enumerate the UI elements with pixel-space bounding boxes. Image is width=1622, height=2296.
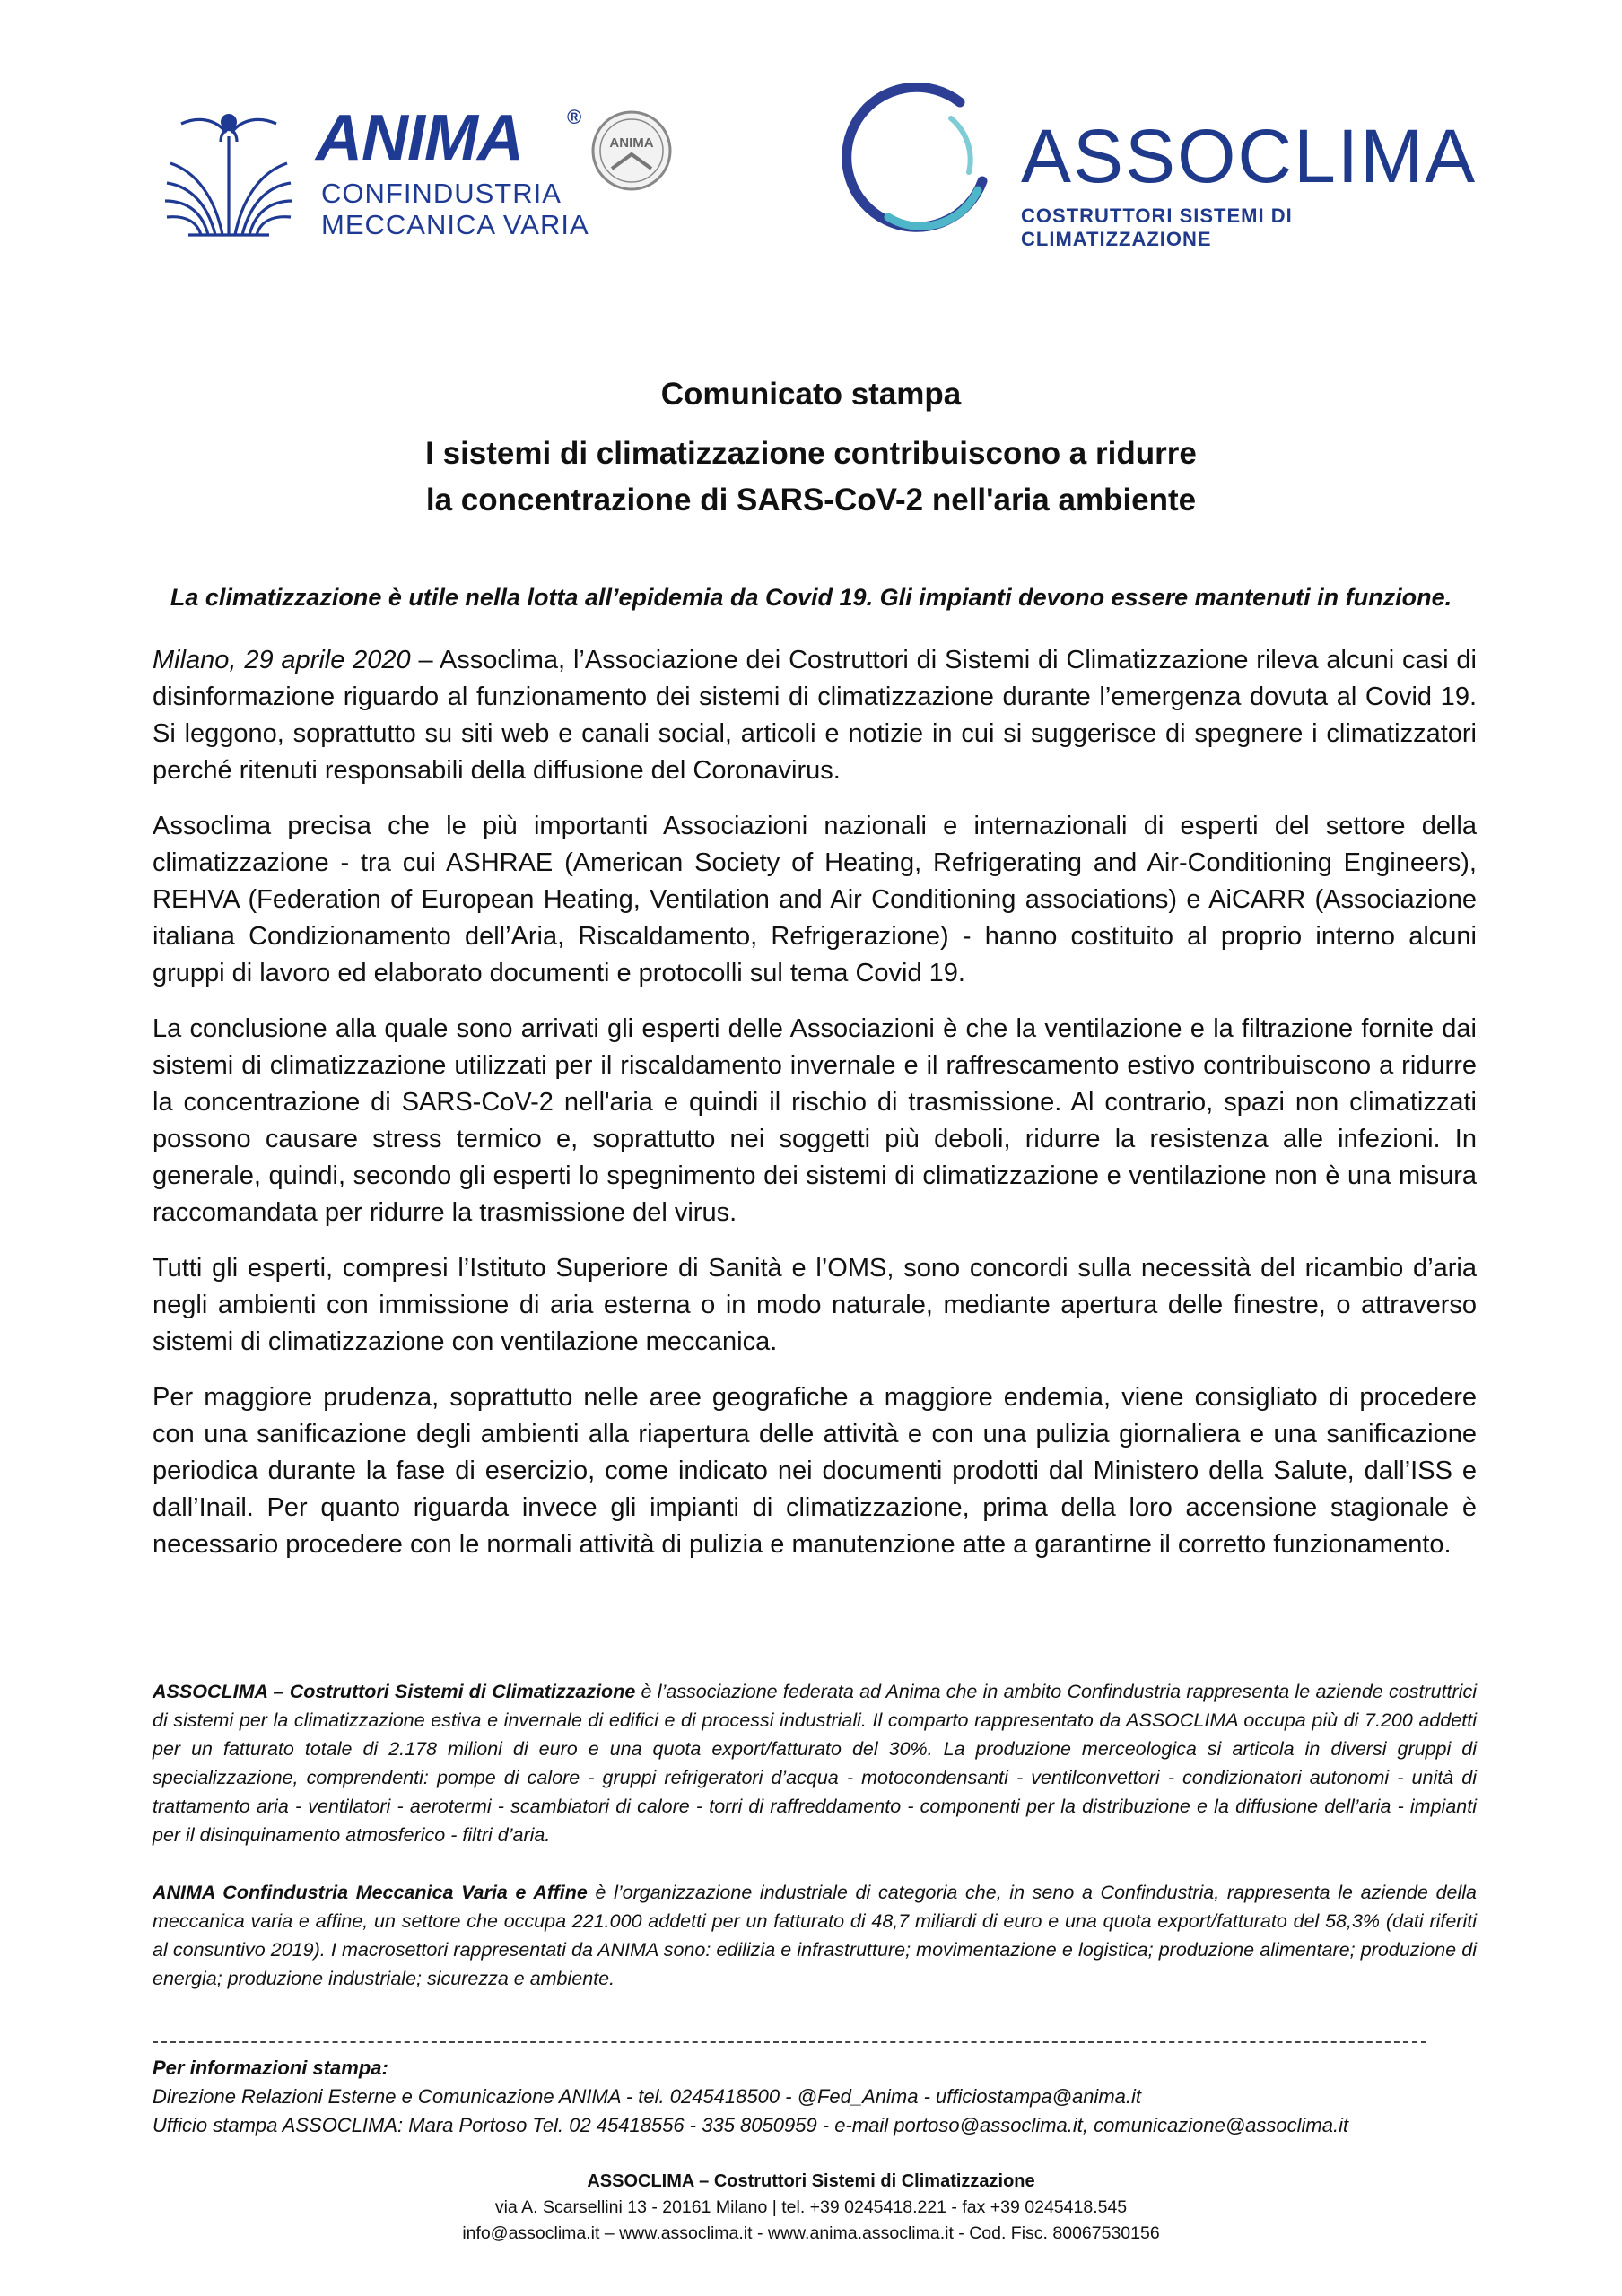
anima-subtitle-line2: MECCANICA VARIA [321,209,589,240]
assoclima-wordmark: ASSOCLIMA [1021,114,1478,198]
assoclima-logo [825,83,1478,250]
dashed-divider [153,2041,1426,2043]
anima-subtitle [321,178,589,240]
paragraph-2: Assoclima precisa che le più importanti Associazioni nazionali e internazionali di esperti del settore della climatizzazione - tra cui ASHRAE (American Society of Heating, Refrigerating and Air-Conditioning Engineers), REHVA (Federation of European Heating, Ventilation and Air Conditioning associations) e AiCARR (Associazione italiana Condizionamento dell’Aria, Riscaldamento, Refrigerazione) - hanno costituito al proprio interno alcuni gruppi di lavoro ed elaborato documenti e protocolli sul tema Covid 19. [153,812,1477,987]
paragraph-3: La conclusione alla quale sono arrivati gli esperti delle Associazioni è che la ventilazione e la filtrazione fornite dai sistemi di climatizzazione utilizzati per il riscaldamento invernale e il raffrescamento estivo contribuiscono a ridurre la concentrazione di SARS-CoV-2 nell'aria e quindi il rischio di trasmissione. Al contrario, spazi non climatizzati possono causare stress termico e, soprattutto nei soggetti più deboli, ridurre la resistenza alle infezioni. In generale, quindi, secondo gli esperti lo spegnimento dei sistemi di climatizzazione e ventilazione non è una misura raccomandata per ridurre la trasmissione del virus. [153,1014,1477,1227]
anima-registered-mark: ® [567,106,582,128]
boilerplate-assoclima-name: ASSOCLIMA – Costruttori Sistemi di Climatizzazione [153,1681,636,1702]
body-text [153,642,1477,1582]
paragraph-1-text: – Assoclima, l’Associazione dei Costruttori di Sistemi di Climatizzazione rileva alcuni casi di disinformazione riguardo al funzionamento dei sistemi di climatizzazione durante l’emergenza dovuta al Covid 19. Si leggono, soprattutto su siti web e canali social, articoli e notizie in cui si suggerisce di spegnere i climatizzatori perché ritenuti responsabili della diffusione del Coronavirus. [153,646,1478,785]
anima-subtitle-line1: CONFINDUSTRIA [321,178,562,209]
press-contacts-label: Per informazioni stampa: [153,2057,388,2079]
footer-title: ASSOCLIMA – Costruttori Sistemi di Climatizzazione [587,2171,1035,2191]
anima-eagle-icon [161,100,296,242]
boilerplate-anima-text: è l’organizzazione industriale di categoria che, in seno a Confindustria, rappresenta le aziende della meccanica varia e affine, un settore che occupa 221.000 addetti per un fatturato di 48,7 miliardi di euro e una quota export/fatturato del 58,3% (dati riferiti al consuntivo 2019). I macrosettori rappresentati da ANIMA sono: edilizia e infrastrutture; movimentazione e logistica; produzione alimentare; produzione di energia; produzione industriale; sicurezza e ambiente. [153,1882,1477,1989]
boilerplate-assoclima-text: è l’associazione federata ad Anima che in ambito Confindustria rappresenta le aziende costruttrici di sistemi per la climatizzazione estiva e invernale di edifici e di processi industriali. Il comparto rappresentato da ASSOCLIMA occupa più di 7.200 addetti per un fatturato totale di 2.178 milioni di euro e una quota export/fatturato del 30%. La produzione merceologica si articola in diversi gruppi di specializzazione, comprendenti: pompe di calore - gruppi refrigeratori d’acqua - motocondensanti - ventilconvettori - condizionatori autonomi - unità di trattamento aria - ventilatori - aerotermi - scambiatori di calore - torri di raffreddamento - componenti per la distribuzione e la diffusione dell’aria - impianti per il disinquinamento atmosferico - filtri d’aria. [153,1681,1477,1846]
assoclima-ring-icon [825,83,1005,239]
boilerplate-anima-name: ANIMA Confindustria Meccanica Varia e Affine [153,1882,588,1903]
paragraph-4: Tutti gli esperti, compresi l’Istituto Superiore di Sanità e l’OMS, sono concordi sulla necessità del ricambio d’aria negli ambienti con immissione di aria esterna o in modo naturale, mediante apertura delle finestre, o attraverso sistemi di climatizzazione con ventilazione meccanica. [153,1254,1477,1356]
press-contact-anima: Direzione Relazioni Esterne e Comunicazione ANIMA - tel. 0245418500 - @Fed_Anima - ufficiostampa@anima.it [153,2085,1141,2108]
headline [0,430,1622,524]
subheadline: La climatizzazione è utile nella lotta all’epidemia da Covid 19. Gli impianti devono essere mantenuti in funzione. [170,584,1452,611]
anima-logo [161,100,682,244]
footer-address: via A. Scarsellini 13 - 20161 Milano | tel. +39 0245418.221 - fax +39 0245418.545 [494,2197,1128,2217]
footer-web: info@assoclima.it – www.assoclima.it - www.anima.assoclima.it - Cod. Fisc. 80067530156 [462,2223,1160,2243]
press-contacts [153,2054,1477,2140]
document-type-label: Comunicato stampa [660,377,962,412]
anima-seal-icon [590,109,673,192]
assoclima-tagline: COSTRUTTORI SISTEMI DI CLIMATIZZAZIONE [1021,204,1293,250]
headline-line2: la concentrazione di SARS-CoV-2 nell'aria ambiente [425,483,1197,517]
paragraph-5: Per maggiore prudenza, soprattutto nelle aree geografiche a maggiore endemia, viene consigliato di procedere con una sanificazione degli ambienti alla riapertura delle attività e con una pulizia giornaliera e una sanificazione periodica durante la fase di esercizio, come indicato nei documenti prodotti dal Ministero della Salute, dall’ISS e dall’Inail. Per quanto riguarda invece gli impianti di climatizzazione, prima della loro accensione stagionale è necessario procedere con le normali attività di pulizia e manutenzione atte a garantirne il corretto funzionamento. [153,1383,1477,1559]
paragraph-1 [153,642,1477,789]
footer [0,2169,1622,2247]
anima-wordmark: ANIMA [316,102,523,174]
anima-seal-text: ANIMA [609,135,654,151]
headline-line1: I sistemi di climatizzazione contribuiscono a ridurre [425,436,1197,471]
press-contact-assoclima: Ufficio stampa ASSOCLIMA: Mara Portoso Tel. 02 45418556 - 335 8050959 - e-mail portoso@assoclima.it, comunicazione@assoclima.it [153,2114,1349,2136]
boilerplate-assoclima [153,1677,1477,1849]
boilerplate [153,1677,1477,2022]
dateline: Milano, 29 aprile 2020 [153,646,411,674]
boilerplate-anima [153,1878,1477,1993]
